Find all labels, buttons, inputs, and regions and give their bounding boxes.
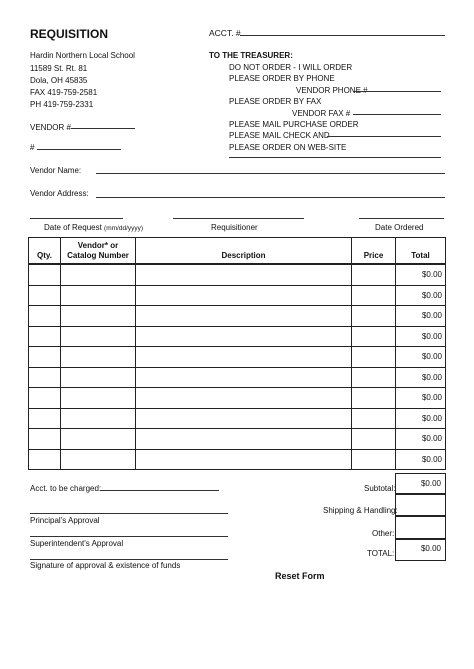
- date-request-text: Date of Request: [44, 223, 102, 232]
- qty-cell[interactable]: [29, 388, 61, 409]
- vendor-header-line2: Catalog Number: [67, 251, 129, 260]
- price-cell[interactable]: [352, 408, 396, 429]
- table-header-row: [29, 238, 446, 265]
- vendor-address-label: Vendor Address:: [30, 189, 89, 198]
- superintendent-approval-label: Superintendent's Approval: [30, 539, 124, 548]
- school-name: Hardin Northern Local School: [30, 51, 135, 60]
- vendor-phone-label: VENDOR PHONE #: [296, 86, 368, 95]
- qty-cell[interactable]: [29, 367, 61, 388]
- table-row: [29, 306, 446, 327]
- date-request-label: [44, 223, 143, 232]
- vendor-fax-field[interactable]: [353, 114, 441, 115]
- school-street: 11589 St. Rt. 81: [30, 64, 88, 73]
- qty-cell[interactable]: [29, 326, 61, 347]
- qty-cell[interactable]: [29, 306, 61, 327]
- reset-form-button[interactable]: Reset Form: [275, 571, 325, 581]
- qty-cell[interactable]: [29, 264, 61, 285]
- table-row: [29, 429, 446, 450]
- vendor-name-label: Vendor Name:: [30, 166, 82, 175]
- vendor-name-field[interactable]: [96, 173, 445, 174]
- total-cell: $0.00: [396, 449, 446, 470]
- treasurer-heading: TO THE TREASURER:: [209, 51, 293, 60]
- treasurer-option-mail-po: PLEASE MAIL PURCHASE ORDER: [229, 120, 359, 129]
- total-label: TOTAL:: [367, 549, 395, 558]
- date-request-field[interactable]: [30, 218, 123, 219]
- treasurer-option-website: PLEASE ORDER ON WEB-SITE: [229, 143, 347, 152]
- signature-funds-label: Signature of approval & existence of funds: [30, 561, 181, 570]
- price-cell[interactable]: [352, 326, 396, 347]
- mail-check-field[interactable]: [327, 136, 441, 137]
- vendor-cell[interactable]: [61, 285, 136, 306]
- table-row: [29, 388, 446, 409]
- requisitioner-label: Requisitioner: [211, 223, 258, 232]
- total-cell: $0.00: [396, 388, 446, 409]
- vendor-phone-field[interactable]: [353, 91, 441, 92]
- qty-cell[interactable]: [29, 449, 61, 470]
- date-ordered-label: Date Ordered: [375, 223, 424, 232]
- vendor-number-field[interactable]: [71, 128, 135, 129]
- vendor-cell[interactable]: [61, 347, 136, 368]
- price-cell[interactable]: [352, 429, 396, 450]
- qty-header: Qty.: [29, 238, 61, 265]
- price-cell[interactable]: [352, 367, 396, 388]
- vendor-number-label: VENDOR #: [30, 123, 71, 132]
- shipping-field[interactable]: [395, 493, 446, 517]
- other-field[interactable]: [395, 515, 446, 540]
- vendor-header-line1: Vendor* or: [77, 241, 119, 250]
- acct-charged-field[interactable]: [100, 490, 219, 491]
- qty-cell[interactable]: [29, 429, 61, 450]
- description-cell[interactable]: [136, 306, 352, 327]
- date-request-hint: (mm/dd/yyyy): [104, 225, 144, 232]
- table-row: [29, 285, 446, 306]
- total-cell: $0.00: [396, 367, 446, 388]
- requisitioner-field[interactable]: [173, 218, 304, 219]
- principal-signature-line[interactable]: [30, 513, 228, 514]
- treasurer-option-mail-check: PLEASE MAIL CHECK AND: [229, 131, 330, 140]
- description-header: Description: [136, 238, 352, 265]
- acct-charged-label: Acct. to be charged:: [30, 484, 102, 493]
- price-cell[interactable]: [352, 264, 396, 285]
- description-cell[interactable]: [136, 429, 352, 450]
- table-row: [29, 449, 446, 470]
- vendor-cell[interactable]: [61, 264, 136, 285]
- website-field[interactable]: [229, 157, 441, 158]
- treasurer-option-do-not-order: DO NOT ORDER - I WILL ORDER: [229, 63, 353, 72]
- vendor-cell[interactable]: [61, 326, 136, 347]
- total-cell: $0.00: [396, 326, 446, 347]
- description-cell[interactable]: [136, 326, 352, 347]
- acct-label: ACCT. #: [209, 28, 241, 38]
- table-row: [29, 408, 446, 429]
- school-phone: PH 419-759-2331: [30, 100, 94, 109]
- vendor-cell[interactable]: [61, 367, 136, 388]
- date-ordered-field[interactable]: [359, 218, 444, 219]
- total-header: Total: [396, 238, 446, 265]
- vendor-cell[interactable]: [61, 429, 136, 450]
- acct-field[interactable]: [240, 35, 445, 36]
- subtotal-value: $0.00: [420, 479, 441, 488]
- description-cell[interactable]: [136, 388, 352, 409]
- table-row: [29, 347, 446, 368]
- vendor-fax-label: VENDOR FAX #: [292, 109, 351, 118]
- total-cell: $0.00: [396, 408, 446, 429]
- vendor-address-field[interactable]: [96, 197, 445, 198]
- description-cell[interactable]: [136, 264, 352, 285]
- vendor-catalog-header: [61, 238, 136, 265]
- grand-total-value: $0.00: [420, 544, 441, 553]
- qty-cell[interactable]: [29, 347, 61, 368]
- price-cell[interactable]: [352, 306, 396, 327]
- vendor-cell[interactable]: [61, 306, 136, 327]
- superintendent-signature-line[interactable]: [30, 536, 228, 537]
- principal-approval-label: Principal's Approval: [30, 516, 100, 525]
- total-cell: $0.00: [396, 306, 446, 327]
- qty-cell[interactable]: [29, 285, 61, 306]
- total-cell: $0.00: [396, 429, 446, 450]
- treasurer-option-order-by-phone: PLEASE ORDER BY PHONE: [229, 74, 335, 83]
- qty-cell[interactable]: [29, 408, 61, 429]
- subtotal-box: [395, 473, 446, 495]
- items-table: [28, 237, 446, 470]
- school-city: Dola, OH 45835: [30, 76, 88, 85]
- shipping-label: Shipping & Handling:: [323, 506, 398, 515]
- price-cell[interactable]: [352, 285, 396, 306]
- table-row: [29, 326, 446, 347]
- total-cell: $0.00: [396, 264, 446, 285]
- price-cell[interactable]: [352, 347, 396, 368]
- total-cell: $0.00: [396, 347, 446, 368]
- funds-signature-line[interactable]: [30, 559, 228, 560]
- vendor-cell[interactable]: [61, 449, 136, 470]
- price-cell[interactable]: [352, 388, 396, 409]
- description-cell[interactable]: [136, 347, 352, 368]
- vendor-cell[interactable]: [61, 388, 136, 409]
- form-title: REQUISITION: [30, 27, 109, 41]
- total-cell: $0.00: [396, 285, 446, 306]
- grand-total-box: [395, 538, 446, 561]
- subtotal-label: Subtotal:: [364, 484, 396, 493]
- table-row: [29, 264, 446, 285]
- price-cell[interactable]: [352, 449, 396, 470]
- other-label: Other:: [372, 529, 395, 538]
- school-fax: FAX 419-759-2581: [30, 88, 98, 97]
- description-cell[interactable]: [136, 367, 352, 388]
- hash-field[interactable]: [37, 149, 121, 150]
- treasurer-option-order-by-fax: PLEASE ORDER BY FAX: [229, 97, 322, 106]
- description-cell[interactable]: [136, 285, 352, 306]
- description-cell[interactable]: [136, 408, 352, 429]
- hash-label: #: [30, 143, 35, 152]
- table-row: [29, 367, 446, 388]
- vendor-cell[interactable]: [61, 408, 136, 429]
- price-header: Price: [352, 238, 396, 265]
- description-cell[interactable]: [136, 449, 352, 470]
